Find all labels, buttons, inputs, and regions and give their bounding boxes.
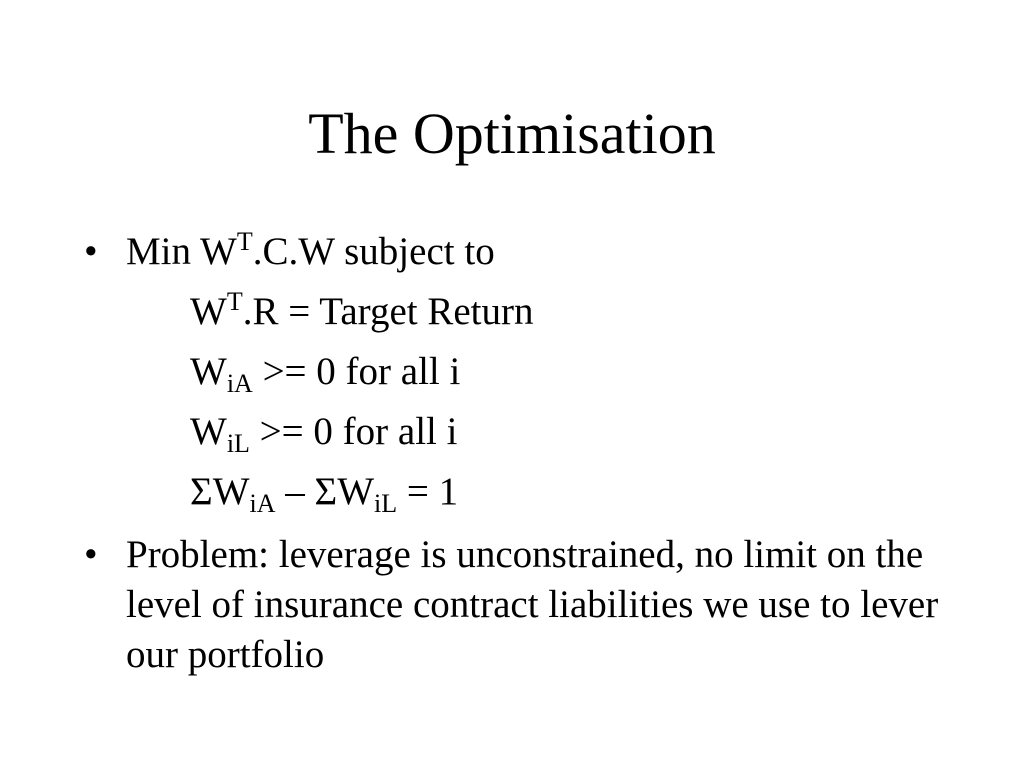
constraint-budget bbox=[84, 462, 964, 522]
constraint-target-return bbox=[84, 282, 964, 342]
constraint-1-var: W bbox=[190, 290, 227, 333]
constraint-4-var-b: – ΣW bbox=[275, 470, 375, 513]
constraint-2-sub: iA bbox=[226, 369, 253, 398]
constraint-2-var: W bbox=[190, 350, 227, 393]
problem-text: Problem: leverage is unconstrained, no limit on the level of insurance contract liabilities we use to lever our portfolio bbox=[126, 533, 939, 676]
slide-body bbox=[84, 222, 964, 680]
constraint-4-sub-a: iA bbox=[249, 489, 276, 518]
constraint-4-sub-b: iL bbox=[374, 489, 398, 518]
constraint-3-var: W bbox=[190, 410, 227, 453]
bullet-problem bbox=[84, 530, 964, 680]
objective-suffix: .C.W subject to bbox=[252, 230, 495, 273]
bullet-objective bbox=[84, 222, 964, 282]
constraint-3-sub: iL bbox=[226, 429, 250, 458]
objective-superscript: T bbox=[236, 227, 253, 256]
objective-prefix: Min W bbox=[126, 230, 237, 273]
constraint-4-text: = 1 bbox=[397, 470, 459, 513]
constraint-liability-weights bbox=[84, 402, 964, 462]
constraint-asset-weights bbox=[84, 342, 964, 402]
constraint-2-text: >= 0 for all i bbox=[252, 350, 461, 393]
constraint-1-text: .R = Target Return bbox=[242, 290, 534, 333]
constraint-4-var-a: ΣW bbox=[190, 470, 250, 513]
bullet-dot-icon: • bbox=[84, 230, 98, 273]
constraint-3-text: >= 0 for all i bbox=[249, 410, 458, 453]
bullet-dot-icon: • bbox=[84, 533, 98, 576]
slide-title: The Optimisation bbox=[308, 101, 716, 166]
constraint-1-sup: T bbox=[226, 287, 243, 316]
